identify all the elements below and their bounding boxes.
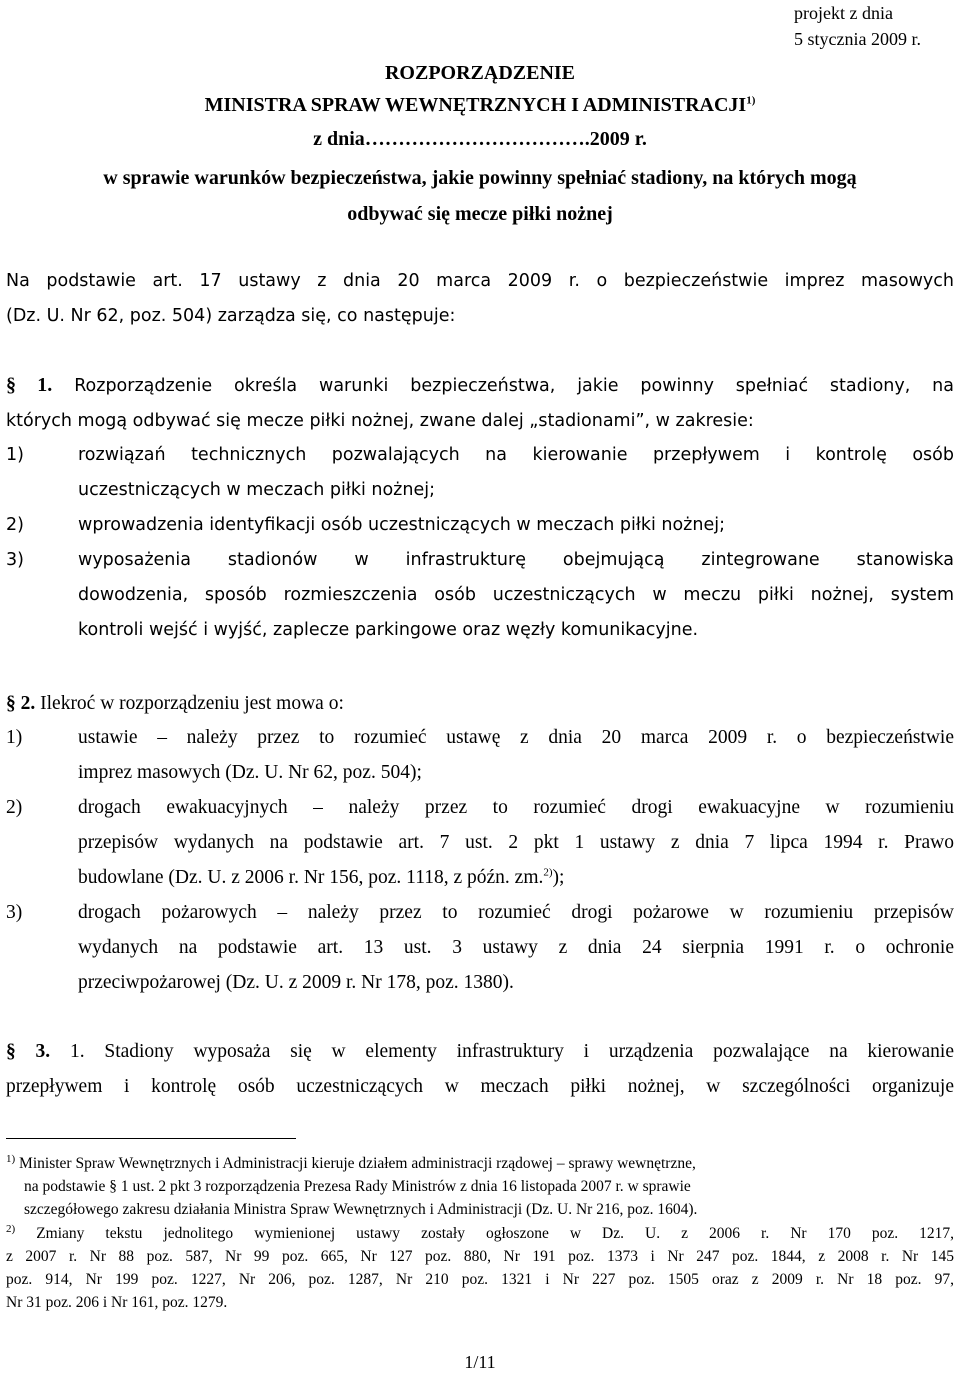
preamble-line-1: Na podstawie art. 17 ustawy z dnia 20 marca 2009 r. o bezpieczeństwie imprez masowych bbox=[6, 271, 954, 291]
section-1-line-2: których mogą odbywać się mecze piłki nożnej, zwane dalej „stadionami”, w zakresie: bbox=[6, 411, 754, 431]
item-text bbox=[78, 720, 954, 790]
item-number: 2) bbox=[6, 515, 24, 535]
item-number: 1) bbox=[6, 727, 23, 748]
issuing-authority-text: MINISTRA SPRAW WEWNĘTRZNYCH I ADMINISTRACJI bbox=[204, 94, 747, 116]
list-item bbox=[6, 508, 954, 543]
item-text bbox=[78, 543, 954, 648]
footnote-2-line-2: z 2007 r. Nr 88 poz. 587, Nr 99 poz. 665, Nr 127 poz. 880, Nr 191 poz. 1373 i Nr 247 poz. 1844, z 2008 r. Nr 145 bbox=[6, 1248, 954, 1265]
item-line: imprez masowych (Dz. U. Nr 62, poz. 504); bbox=[78, 762, 422, 783]
item-number: 3) bbox=[6, 550, 24, 570]
item-number: 1) bbox=[6, 445, 24, 465]
preamble bbox=[6, 264, 954, 334]
item-line: ustawie – należy przez to rozumieć ustawę z dnia 20 marca 2009 r. o bezpieczeństwie bbox=[78, 727, 954, 748]
item-line: uczestniczących w meczach piłki nożnej; bbox=[78, 480, 435, 500]
footnote-1 bbox=[6, 1152, 954, 1221]
item-line: dowodzenia, sposób rozmieszczenia osób uczestniczących w meczu piłki nożnej, system bbox=[78, 585, 954, 605]
item-line: wydanych na podstawie art. 13 ust. 3 ustawy z dnia 24 sierpnia 1991 r. o ochronie bbox=[78, 937, 954, 958]
regulation-subject bbox=[0, 160, 960, 232]
footnote-1-line-1 bbox=[6, 1152, 954, 1175]
page-number: 1/11 bbox=[464, 1352, 496, 1372]
item-line: drogach pożarowych – należy przez to rozumieć drogi pożarowe w rozumieniu przepisów bbox=[78, 902, 954, 923]
section-3-line-1 bbox=[6, 1034, 954, 1069]
project-date: 5 stycznia 2009 r. bbox=[794, 29, 921, 49]
item-text bbox=[78, 895, 954, 1000]
item-line: kontroli wejść i wyjść, zaplecze parkingowe oraz węzły komunikacyjne. bbox=[78, 620, 699, 640]
footnote-ref-1[interactable]: 1) bbox=[746, 94, 756, 107]
item-line bbox=[78, 860, 954, 895]
section-3-sub: 1. bbox=[69, 1041, 85, 1062]
section-2-intro bbox=[6, 686, 954, 721]
footnote-1-line-3: szczegółowego zakresu działania Ministra Spraw Wewnętrznych i Administracji (Dz. U. Nr 216, poz. 1604). bbox=[24, 1201, 698, 1218]
section-1-text: Rozporządzenie określa warunki bezpieczeństwa, jakie powinny spełniać stadiony, na bbox=[74, 376, 955, 396]
footnote-1-text: Minister Spraw Wewnętrznych i Administracji kieruje działem administracji rządowej – sprawy wewnętrzne, bbox=[19, 1155, 696, 1172]
subject-line-1: w sprawie warunków bezpieczeństwa, jakie powinny spełniać stadiony, na których mogą bbox=[103, 167, 857, 189]
section-1-marker: § 1. bbox=[6, 374, 53, 396]
item-text bbox=[78, 790, 954, 895]
regulation-title: ROZPORZĄDZENIE bbox=[384, 62, 576, 84]
item-number: 2) bbox=[6, 797, 23, 818]
section-3-text: Stadiony wyposaża się w elementy infrastruktury i urządzenia pozwalające na kierowanie bbox=[104, 1041, 955, 1062]
project-line: projekt z dnia bbox=[794, 3, 893, 23]
item-text bbox=[78, 438, 954, 508]
list-item bbox=[6, 895, 954, 1000]
item-text: wprowadzenia identyfikacji osób uczestniczących w meczach piłki nożnej; bbox=[78, 515, 725, 535]
item-line-text: budowlane (Dz. U. z 2006 r. Nr 156, poz. 1118, z późn. zm. bbox=[78, 867, 544, 888]
preamble-line-2: (Dz. U. Nr 62, poz. 504) zarządza się, co następuje: bbox=[6, 306, 456, 326]
subject-line-2: odbywać się mecze piłki nożnej bbox=[347, 203, 613, 225]
footnote-2-line-3: poz. 914, Nr 199 poz. 1227, Nr 206, poz. 1287, Nr 210 poz. 1321 i Nr 227 poz. 1505 oraz z 2009 r. Nr 18 poz. 97, bbox=[6, 1271, 954, 1288]
section-2-intro-text: Ilekroć w rozporządzeniu jest mowa o: bbox=[40, 693, 344, 714]
section-3-marker: § 3. bbox=[6, 1041, 51, 1062]
footnote-1-line-2: na podstawie § 1 ust. 2 pkt 3 rozporządzenia Prezesa Rady Ministrów z dnia 16 listopada 2007 r. w sprawie bbox=[24, 1178, 691, 1195]
item-number: 3) bbox=[6, 902, 23, 923]
section-3-line-2: przepływem i kontrolę osób uczestniczących w meczach piłki nożnej, w szczególności organizuje bbox=[6, 1076, 954, 1097]
footnote-2-text: Zmiany tekstu jednolitego wymienionej ustawy zostały ogłoszone w Dz. U. z 2006 r. Nr 170 poz. 1217, bbox=[36, 1225, 954, 1242]
item-line-end: ); bbox=[552, 867, 565, 888]
item-line: przeciwpożarowej (Dz. U. z 2009 r. Nr 178, poz. 1380). bbox=[78, 972, 514, 993]
item-line: przepisów wydanych na podstawie art. 7 ust. 2 pkt 1 ustawy z dnia 7 lipca 1994 r. Prawo bbox=[78, 832, 954, 853]
footnote-1-marker: 1) bbox=[6, 1152, 16, 1165]
list-item bbox=[6, 720, 954, 790]
list-item bbox=[6, 438, 954, 508]
list-item bbox=[6, 790, 954, 895]
section-2-marker: § 2. bbox=[6, 693, 36, 714]
document-status bbox=[794, 0, 954, 52]
issuing-authority bbox=[0, 90, 960, 120]
footnote-2-line-1 bbox=[6, 1222, 954, 1245]
item-line: rozwiązań technicznych pozwalających na kierowanie przepływem i kontrolę osób bbox=[78, 445, 954, 465]
footnote-2-line-4: Nr 31 poz. 206 i Nr 161, poz. 1279. bbox=[6, 1294, 228, 1311]
item-line: wyposażenia stadionów w infrastrukturę obejmującą zintegrowane stanowiska bbox=[78, 550, 954, 570]
footnote-ref-2[interactable]: 2) bbox=[543, 866, 553, 879]
regulation-date: z dnia…………………………….2009 r. bbox=[313, 128, 647, 150]
section-1 bbox=[6, 368, 954, 439]
item-line: drogach ewakuacyjnych – należy przez to rozumieć drogi ewakuacyjne w rozumieniu bbox=[78, 797, 954, 818]
footnote-2 bbox=[6, 1222, 954, 1314]
footnote-divider bbox=[6, 1138, 296, 1139]
section-3 bbox=[6, 1034, 954, 1104]
list-item bbox=[6, 543, 954, 648]
footnote-2-marker: 2) bbox=[6, 1222, 16, 1235]
section-1-line-1 bbox=[6, 368, 954, 404]
